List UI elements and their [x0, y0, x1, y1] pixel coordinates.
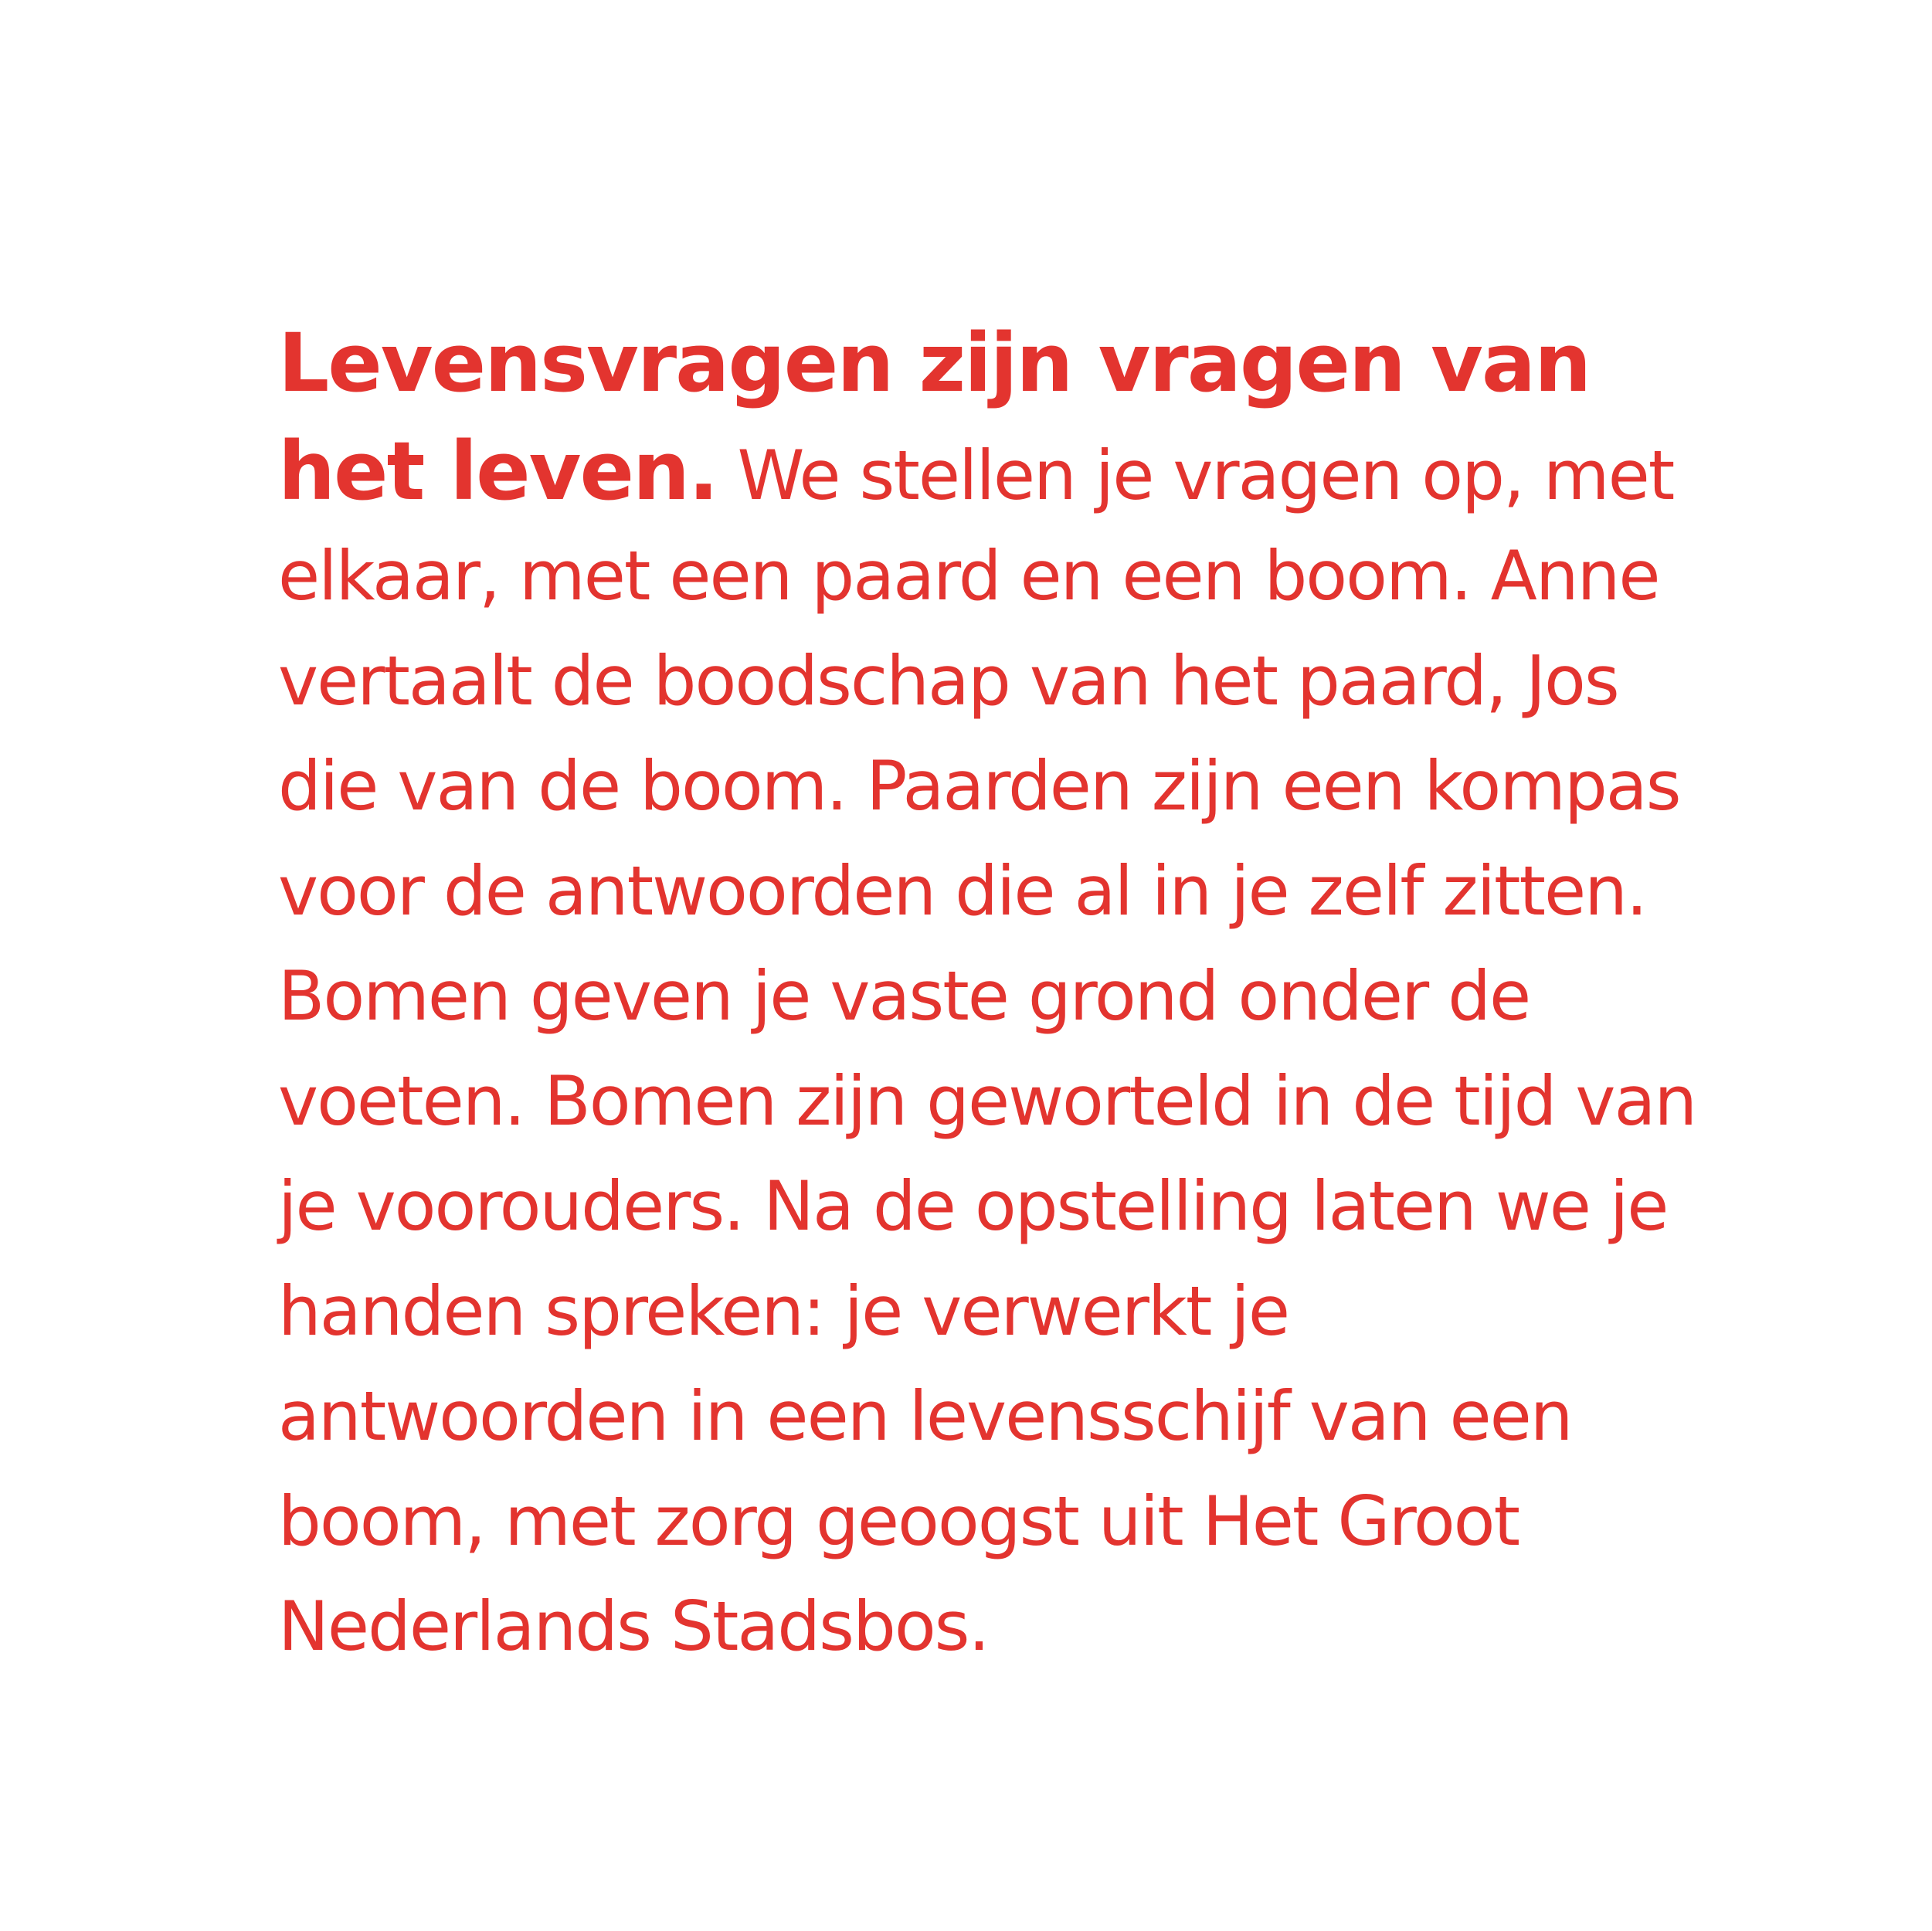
- body-text-line-11: antwoorden in een levensschijf van een: [278, 1376, 1572, 1456]
- text-line-1: [278, 307, 1730, 419]
- body-text-line-5: die van de boom. Paarden zijn een kompas: [278, 746, 1680, 826]
- lead-heading-part-1: Levensvragen zijn vragen van: [278, 316, 1591, 410]
- body-text-line-9: je voorouders. Na de opstelling laten we je: [278, 1166, 1668, 1246]
- body-text-line-8: voeten. Bomen zijn geworteld in de tijd van: [278, 1061, 1696, 1141]
- body-text-line-13: Nederlands Stadsbos.: [278, 1587, 989, 1666]
- body-text-line-2: We stellen je vragen op, met: [717, 436, 1674, 515]
- body-text-line-4: vertaalt de boodschap van het paard, Jos: [278, 641, 1618, 721]
- text-block: [278, 307, 1730, 1679]
- body-text-line-10: handen spreken: je verwerkt je: [278, 1271, 1289, 1351]
- text-line-2: [278, 419, 1730, 524]
- body-text-line-3: elkaar, met een paard en een boom. Anne: [278, 536, 1659, 616]
- body-text-line-7: Bomen geven je vaste grond onder de: [278, 956, 1530, 1036]
- lead-heading-part-2: het leven.: [278, 424, 718, 518]
- body-text-line-6: voor de antwoorden die al in je zelf zitten.: [278, 851, 1646, 931]
- body-text-line-12: boom, met zorg geoogst uit Het Groot: [278, 1481, 1519, 1561]
